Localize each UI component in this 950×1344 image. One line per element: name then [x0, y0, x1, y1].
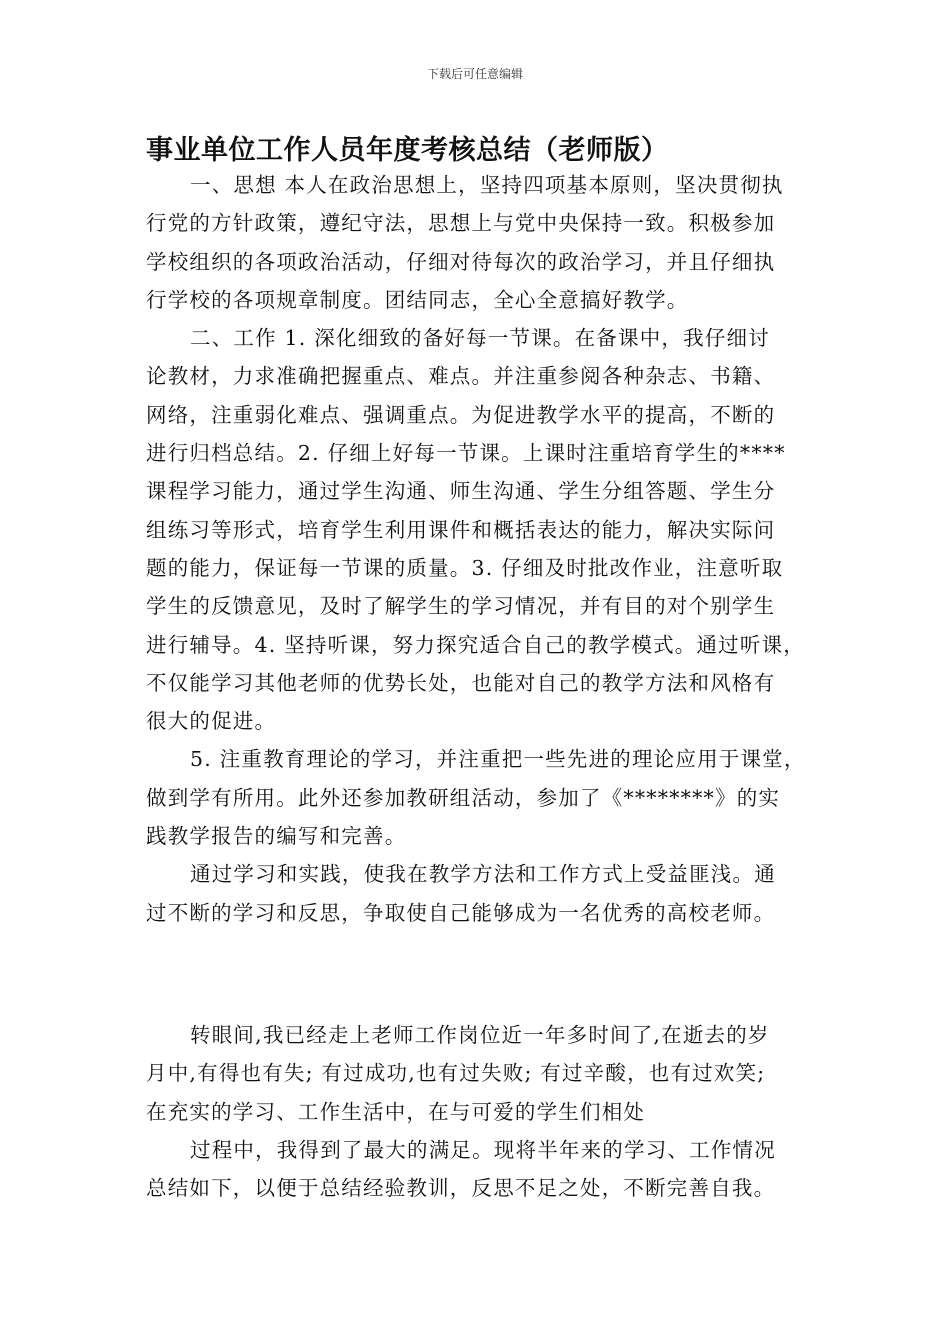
body-section-1 — [146, 166, 810, 932]
paragraph-line: 过不断的学习和反思，争取使自己能够成为一名优秀的高校老师。 — [146, 900, 776, 925]
paragraph-line: 题的能力，保证每一节课的质量。3. 仔细及时批改作业，注意听取 — [146, 555, 784, 580]
paragraph-line: 转眼间,我已经走上老师工作岗位近一年多时间了,在逝去的岁 — [190, 1023, 770, 1047]
paragraph-line: 进行辅导。4. 坚持听课，努力探究适合自己的教学模式。通过听课， — [146, 632, 805, 657]
paragraph-line: 一、思想 本人在政治思想上，坚持四项基本原则，坚决贯彻执 — [190, 173, 784, 197]
paragraph-line: 行学校的各项规章制度。团结同志，全心全意搞好教学。 — [146, 287, 689, 312]
paragraph-line: 月中,有得也有失; 有过成功,也有过失败; 有过辛酸，也有过欢笑; — [146, 1061, 766, 1086]
paragraph-line: 过程中，我得到了最大的满足。现将半年来的学习、工作情况 — [190, 1137, 776, 1162]
paragraph-line: 二、工作 1. 深化细致的备好每一节课。在备课中，我仔细讨 — [190, 326, 770, 351]
body-section-2 — [146, 1016, 810, 1207]
paragraph-line: 进行归档总结。2. 仔细上好每一节课。上课时注重培育学生的**** — [146, 441, 786, 466]
paragraph-line: 在充实的学习、工作生活中，在与可爱的学生们相处 — [146, 1099, 646, 1124]
paragraph-line: 做到学有所用。此外还参加教研组活动，参加了《********》的实 — [146, 785, 781, 810]
document-title: 事业单位工作人员年度考核总结（老师版） — [146, 135, 669, 166]
page-header: 下载后可任意编辑 — [426, 67, 523, 81]
paragraph-line: 不仅能学习其他老师的优势长处，也能对自己的教学方法和风格有 — [146, 670, 776, 695]
paragraph-line: 学校组织的各项政治活动，仔细对待每次的政治学习，并且仔细执 — [146, 249, 776, 274]
paragraph-line: 组练习等形式，培育学生利用课件和概括表达的能力，解决实际问 — [146, 517, 776, 542]
paragraph-line: 学生的反馈意见，及时了解学生的学习情况，并有目的对个别学生 — [146, 594, 776, 619]
paragraph-line: 网络，注重弱化难点、强调重点。为促进教学水平的提高，不断的 — [146, 402, 776, 427]
paragraph-line: 践教学报告的编写和完善。 — [146, 824, 407, 849]
paragraph-line: 5. 注重教育理论的学习，并注重把一些先进的理论应用于课堂， — [190, 747, 806, 772]
paragraph-line: 通过学习和实践，使我在教学方法和工作方式上受益匪浅。通 — [190, 862, 776, 887]
paragraph-line: 总结如下，以便于总结经验教训，反思不足之处，不断完善自我。 — [146, 1176, 776, 1201]
paragraph-line: 论教材，力求准确把握重点、难点。并注重参阅各种杂志、书籍、 — [146, 364, 776, 389]
paragraph-line: 行党的方针政策，遵纪守法，思想上与党中央保持一致。积极参加 — [146, 211, 776, 236]
paragraph-line: 很大的促进。 — [146, 709, 277, 734]
paragraph-line: 课程学习能力，通过学生沟通、师生沟通、学生分组答题、学生分 — [146, 479, 776, 504]
